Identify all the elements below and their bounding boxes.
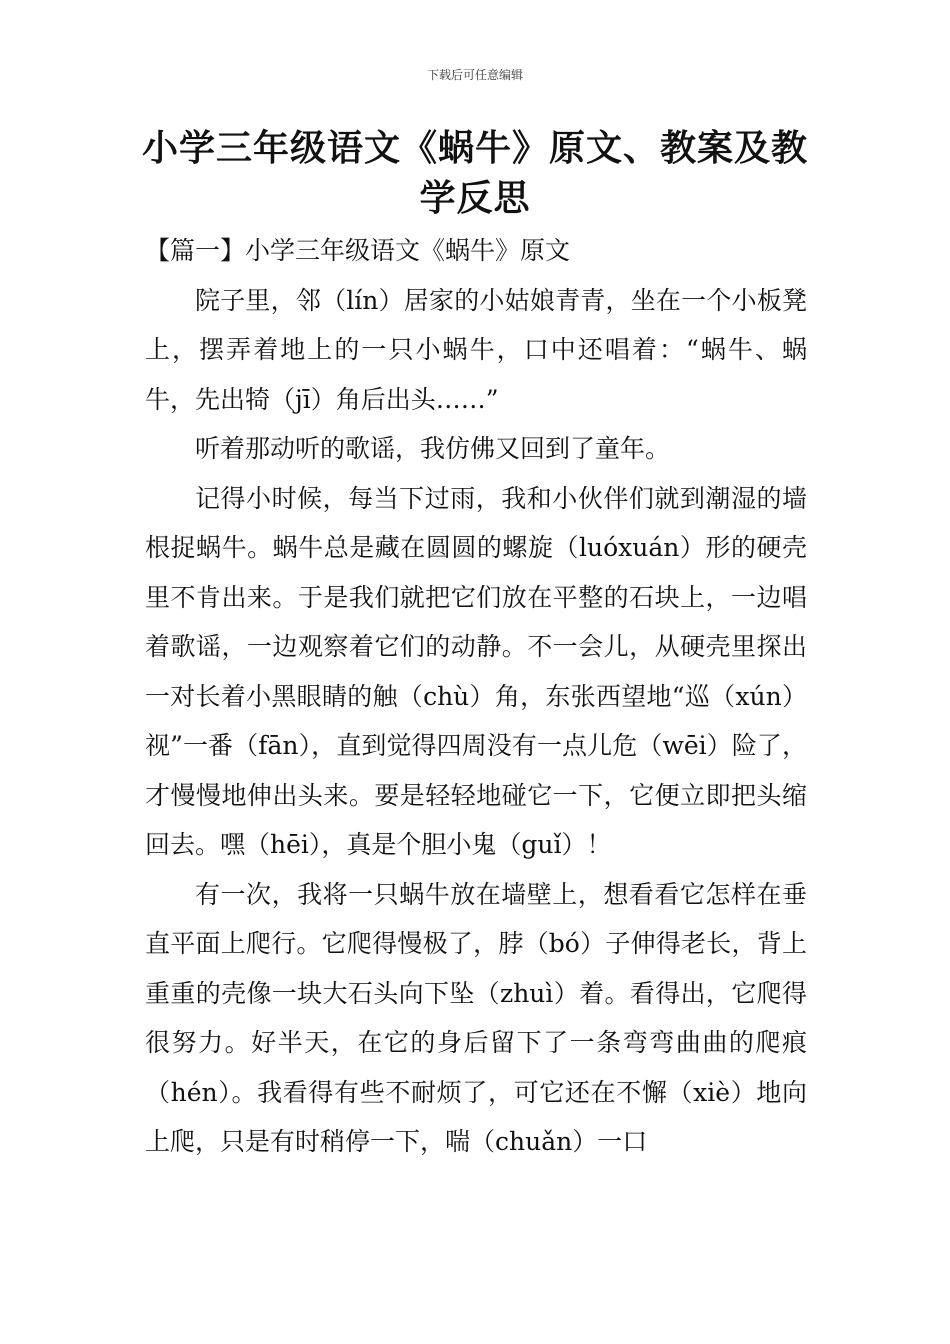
paragraph-4: 有一次，我将一只蜗牛放在墙壁上，想看看它怎样在垂直平面上爬行。它爬得慢极了，脖（bó）子伸得老长，背上重重的壳像一块大石头向下坠（zhuì）着。看得出，它爬得很努力。好半天，在它的身后留下了一条弯弯曲曲的爬痕（hén）。我看得有些不耐烦了，可它还在不懈（xiè）地向上爬，只是有时稍停一下，喘（chuǎn）一口 xyxy=(145,879,807,1156)
document-body xyxy=(145,226,807,1167)
section-heading: 【篇一】小学三年级语文《蜗牛》原文 xyxy=(145,236,571,265)
paragraph-2: 听着那动听的歌谣，我仿佛又回到了童年。 xyxy=(195,434,671,463)
paragraph-1: 院子里，邻（lín）居家的小姑娘青青，坐在一个小板凳上，摆弄着地上的一只小蜗牛，口中还唱着：“蜗牛、蜗牛，先出犄（jī）角后出头……” xyxy=(145,285,807,414)
paragraph-3: 记得小时候，每当下过雨，我和小伙伴们就到潮湿的墙根捉蜗牛。蜗牛总是藏在圆圆的螺旋（luóxuán）形的硬壳里不肯出来。于是我们就把它们放在平整的石块上，一边唱着歌谣，一边观察着它们的动静。不一会儿，从硬壳里探出一对长着小黑眼睛的触（chù）角，东张西望地“巡（xún）视”一番（fān），直到觉得四周没有一点儿危（wēi）险了，才慢慢地伸出头来。要是轻轻地碰它一下，它便立即把头缩回去。嘿（hēi），真是个胆小鬼（guǐ）！ xyxy=(145,483,807,859)
document-title: 小学三年级语文《蜗牛》原文、教案及教学反思 xyxy=(141,128,808,219)
header-note: 下载后可任意编辑 xyxy=(426,68,523,82)
